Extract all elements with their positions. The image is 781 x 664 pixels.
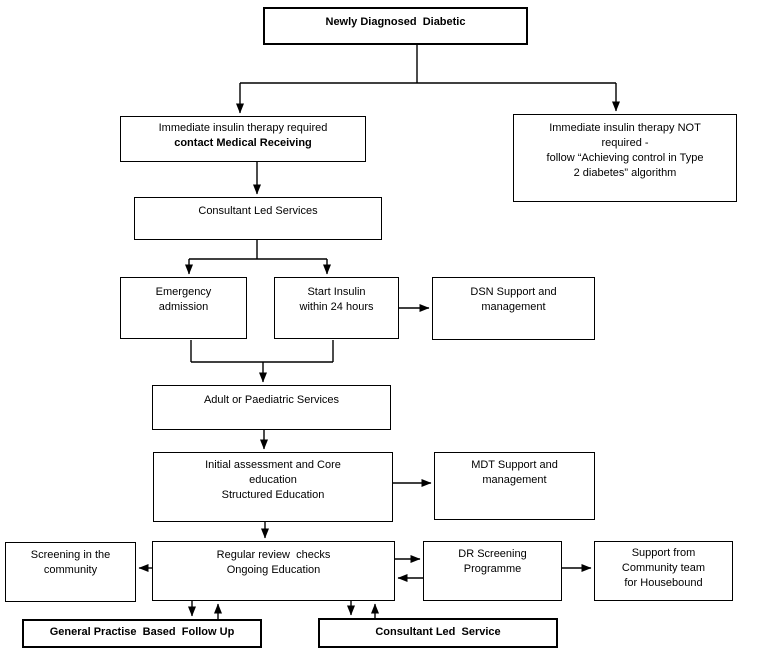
node-consultant-led-service (318, 618, 558, 648)
node-text-line: management (482, 474, 547, 486)
node-text-line: Support from (631, 547, 696, 559)
node-consultant-led-services (134, 197, 382, 240)
node-text-line: Programme (463, 563, 522, 575)
node-text-line: Structured Education (221, 489, 325, 501)
node-text-line: Start Insulin (307, 286, 366, 298)
node-text-line: DR Screening (458, 548, 527, 560)
node-dr-screening (423, 541, 562, 601)
node-text-line: Consultant Led Services (198, 205, 318, 217)
node-emergency-admission (120, 277, 247, 339)
node-gp-follow-up (22, 619, 262, 648)
node-initial-assessment (153, 452, 393, 522)
node-adult-paediatric-services (152, 385, 391, 430)
node-text-line: Adult or Paediatric Services (203, 394, 340, 406)
node-text-line: contact Medical Receiving (174, 137, 312, 149)
node-text-line: DSN Support and (470, 286, 557, 298)
node-text-line: Screening in the (30, 549, 111, 561)
node-text-line: required - (601, 137, 649, 149)
node-text-line: Emergency (155, 286, 212, 298)
node-text-line: MDT Support and (471, 459, 558, 471)
node-text-line: within 24 hours (299, 301, 374, 313)
node-text-line: Immediate insulin therapy required (158, 122, 328, 134)
node-text-line: 2 diabetes” algorithm (573, 167, 677, 179)
node-newly-diagnosed-diabetic (263, 7, 528, 45)
node-text-line: management (481, 301, 546, 313)
node-text-line: for Housebound (624, 577, 703, 589)
node-text-line: Regular review checks (216, 549, 331, 561)
node-text-line: Initial assessment and Core (205, 459, 341, 471)
node-mdt-support (434, 452, 595, 520)
node-start-insulin (274, 277, 399, 339)
node-text-line: Newly Diagnosed Diabetic (325, 16, 466, 28)
node-text-line: Ongoing Education (226, 564, 321, 576)
node-text-line: admission (158, 301, 209, 313)
node-regular-review (152, 541, 395, 601)
node-text-line: community (43, 564, 98, 576)
node-immediate-insulin-required (120, 116, 366, 162)
node-text-line: Community team (621, 562, 706, 574)
node-text-line: Consultant Led Service (375, 626, 501, 638)
node-immediate-insulin-not-required (513, 114, 737, 202)
node-text-line: education (249, 474, 297, 486)
node-support-housebound (594, 541, 733, 601)
node-text-line: Immediate insulin therapy NOT (549, 122, 701, 134)
node-text-line: follow “Achieving control in Type (546, 152, 704, 164)
node-screening-community (5, 542, 136, 602)
node-text-line: General Practise Based Follow Up (49, 626, 235, 638)
node-dsn-support (432, 277, 595, 340)
